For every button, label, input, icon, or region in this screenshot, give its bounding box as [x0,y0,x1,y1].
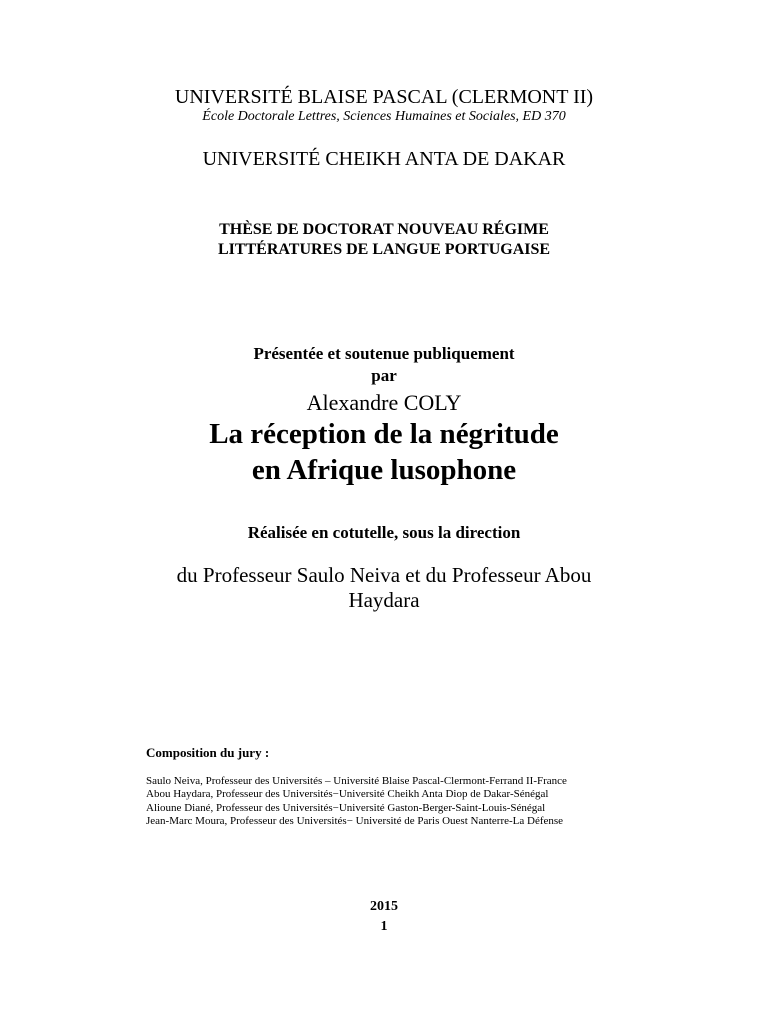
thesis-title-line-1: La réception de la négritude [209,418,559,450]
thesis-year: 2015 [370,899,398,914]
jury-member: Jean-Marc Moura, Professeur des Universités− Université de Paris Ouest Nanterre-La Défense [146,815,564,828]
thesis-field: LITTÉRATURES DE LANGUE PORTUGAISE [217,241,551,258]
doctoral-school: École Doctorale Lettres, Sciences Humaines et Sociales, ED 370 [202,109,566,124]
jury-section [146,745,746,829]
jury-title: Composition du jury : [146,745,270,760]
by-label: par [371,366,397,385]
university-name-dakar: UNIVERSITÉ CHEIKH ANTA DE DAKAR [202,148,566,170]
jury-member: Alioune Diané, Professeur des Universités−Université Gaston-Berger-Saint-Louis-Sénégal [146,801,546,814]
page-number: 1 [380,919,388,934]
university-name-clermont: UNIVERSITÉ BLAISE PASCAL (CLERMONT II) [174,86,594,108]
thesis-title-line-2: en Afrique lusophone [251,454,517,486]
supervisors-line-2: Haydara [348,588,420,612]
thesis-type: THÈSE DE DOCTORAT NOUVEAU RÉGIME [219,221,549,238]
supervisors-line-1: du Professeur Saulo Neiva et du Professeur Abou [176,563,592,587]
presented-statement: Présentée et soutenue publiquement [253,344,515,363]
supervision-intro: Réalisée en cotutelle, sous la direction [247,523,521,542]
jury-member: Saulo Neiva, Professeur des Universités – Université Blaise Pascal-Clermont-Ferrand II-France [146,775,567,787]
jury-member: Abou Haydara, Professeur des Universités−Université Cheikh Anta Diop de Dakar-Sénégal [146,788,549,801]
author-name: Alexandre COLY [306,390,462,415]
